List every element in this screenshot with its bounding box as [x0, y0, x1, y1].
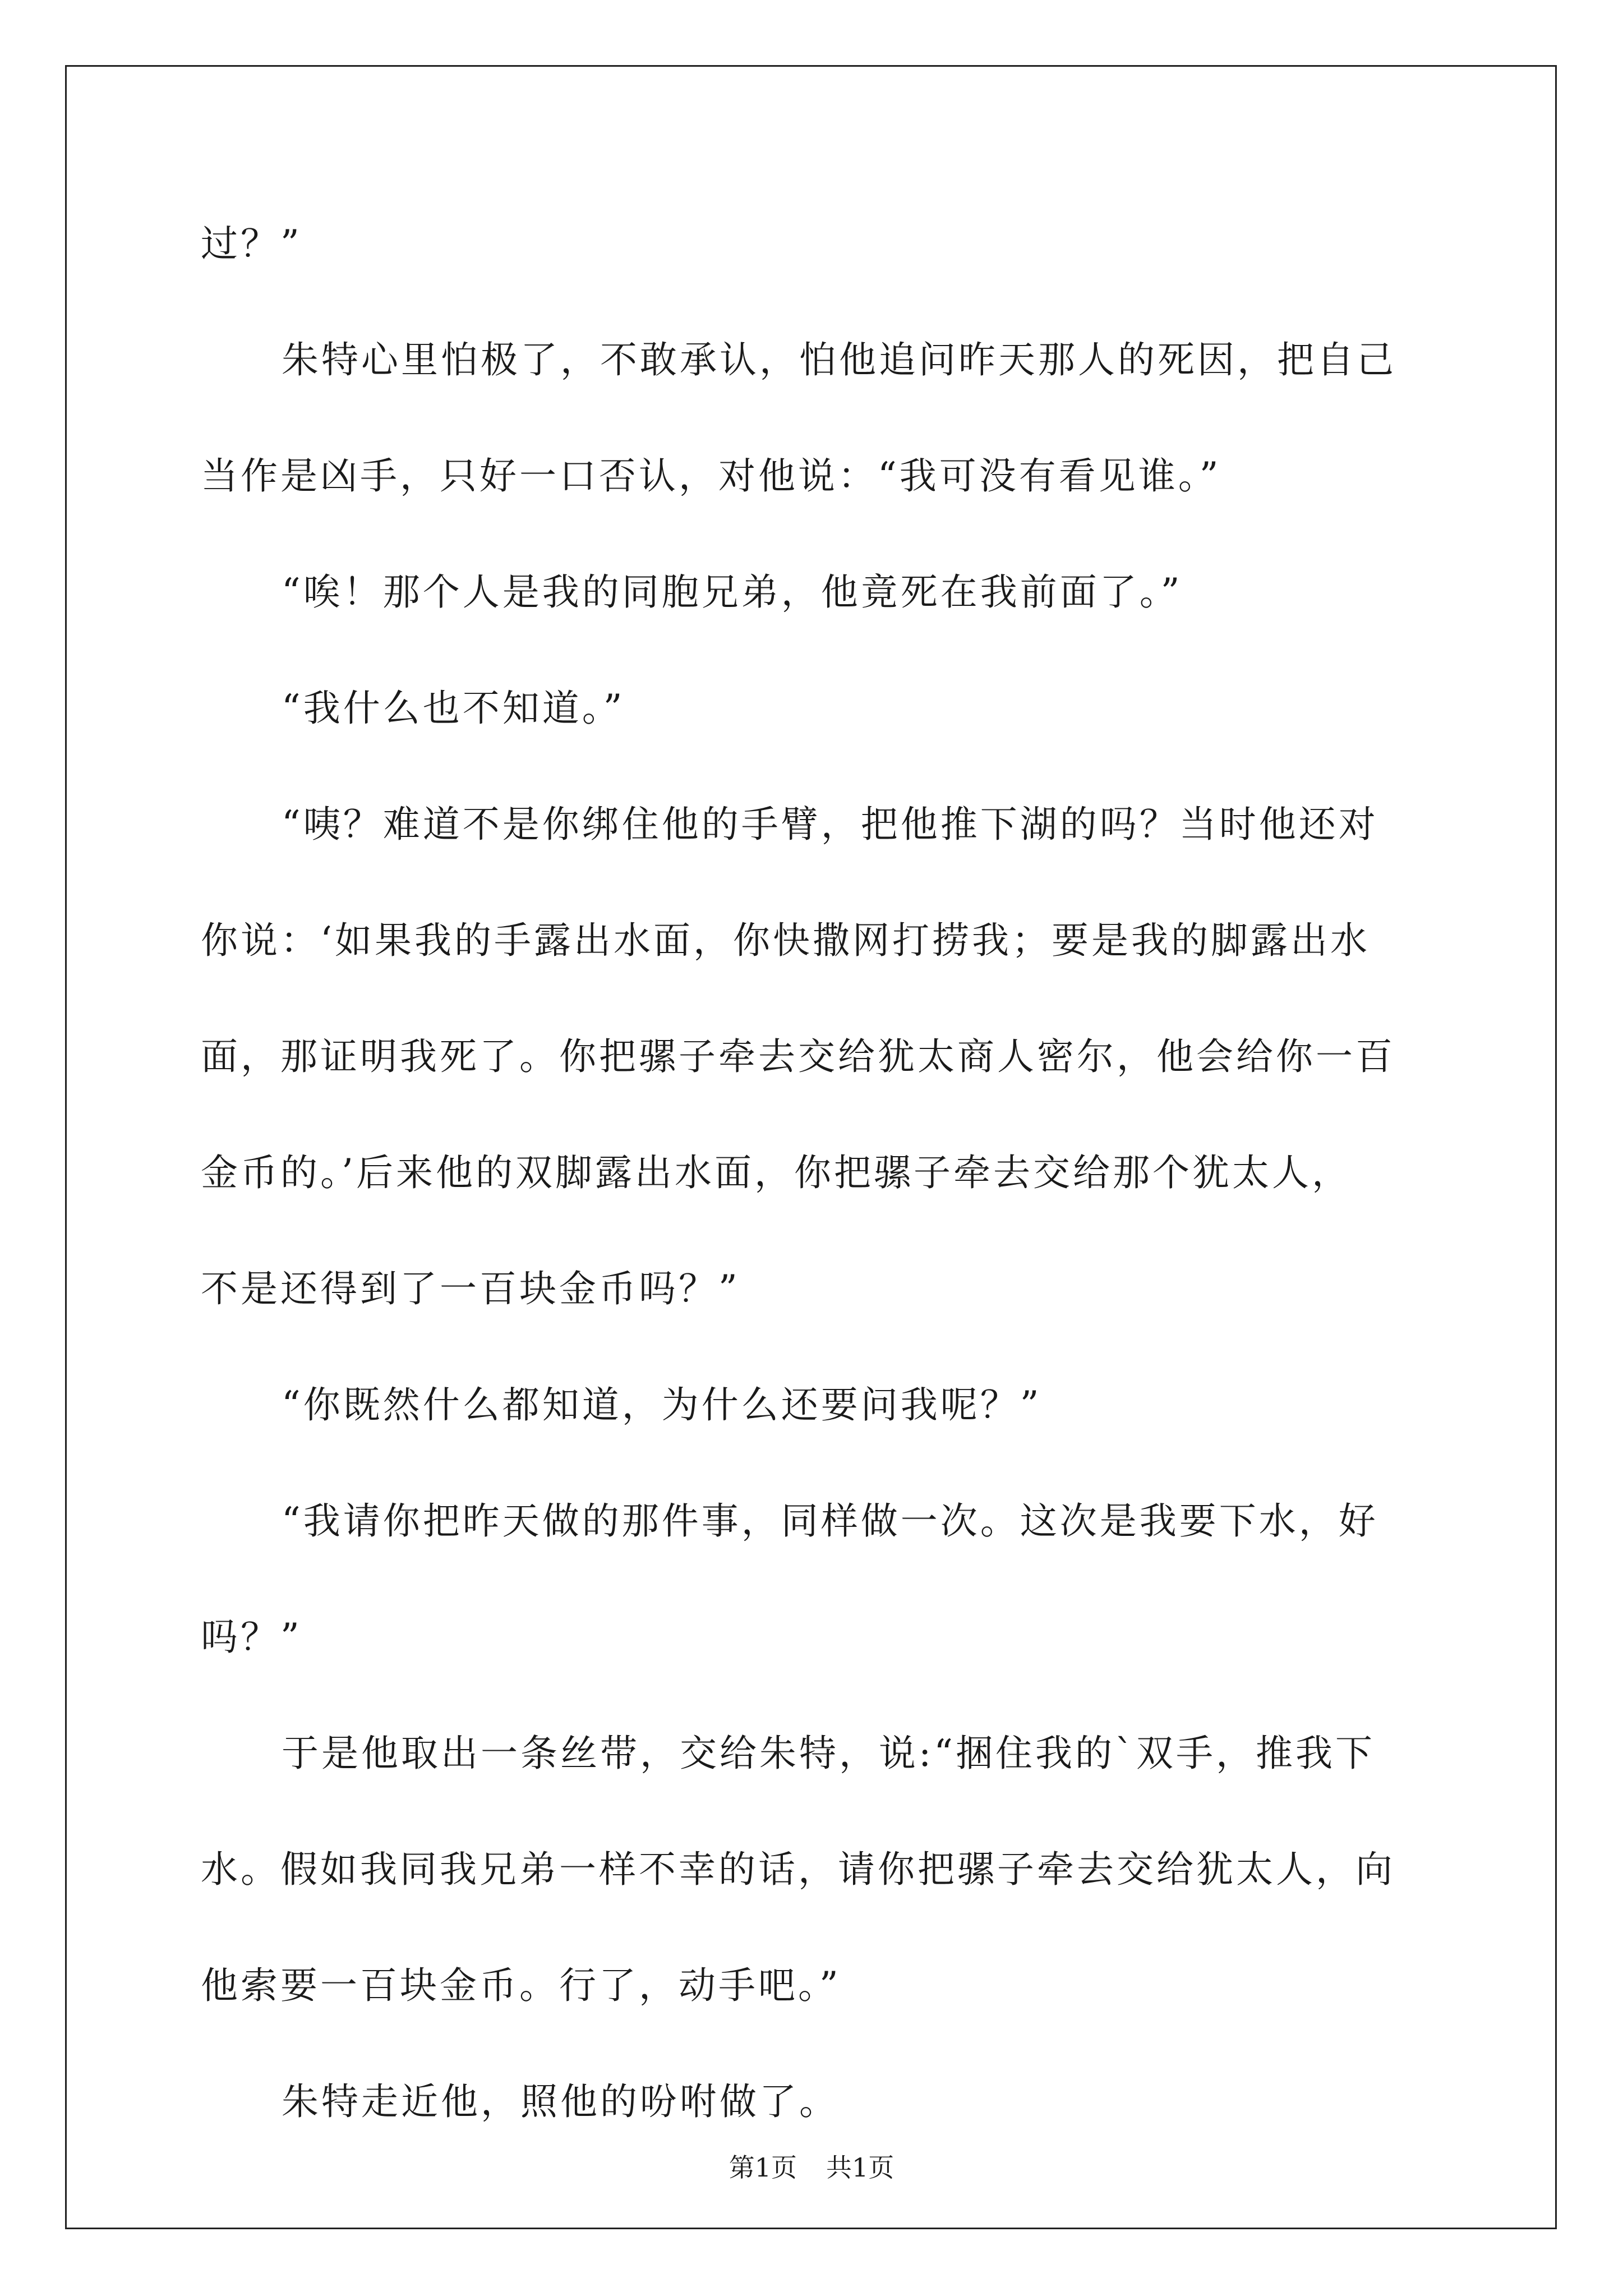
text-line: 水。假如我同我兄弟一样不幸的话，请你把骡子牵去交给犹太人，向 — [201, 1848, 1395, 1891]
paragraph-first-line: “唉！那个人是我的同胞兄弟，他竟死在我前面了。” — [282, 570, 1183, 614]
total-pages: 共1页 — [826, 2152, 895, 2183]
text-line: 面，那证明我死了。你把骡子牵去交给犹太商人密尔，他会给你一百 — [201, 1035, 1395, 1078]
page-footer — [0, 2151, 1623, 2184]
text-line: 吗？” — [201, 1616, 302, 1659]
text-line: 当作是凶手，只好一口否认，对他说：“我可没有看见谁。” — [201, 454, 1221, 498]
paragraph-first-line: “我请你把昨天做的那件事，同样做一次。这次是我要下水，好 — [282, 1499, 1378, 1543]
text-line: 你说：‘如果我的手露出水面，你快撒网打捞我；要是我的脚露出水 — [201, 919, 1370, 962]
text-line: 不是还得到了一百块金币吗？” — [201, 1267, 740, 1310]
text-line: 他索要一百块金币。行了，动手吧。” — [201, 1964, 841, 2007]
paragraph-first-line: 于是他取出一条丝带，交给朱特，说:“捆住我的`双手，推我下 — [282, 1732, 1375, 1775]
text-line: 过？” — [201, 222, 302, 265]
paragraph-first-line: 朱特走近他，照他的吩咐做了。 — [282, 2080, 839, 2123]
paragraph-first-line: “咦？难道不是你绑住他的手臂，把他推下湖的吗？当时他还对 — [282, 803, 1378, 846]
paragraph-first-line: “我什么也不知道。” — [282, 687, 625, 730]
paragraph-first-line: “你既然什么都知道，为什么还要问我呢？” — [282, 1383, 1042, 1427]
text-line: 金币的。’后来他的双脚露出水面，你把骡子牵去交给那个犹太人， — [201, 1151, 1352, 1194]
page-number: 第1页 — [728, 2152, 797, 2183]
page-border — [65, 65, 1557, 2229]
paragraph-first-line: 朱特心里怕极了，不敢承认，怕他追问昨天那人的死因，把自己 — [282, 338, 1396, 381]
